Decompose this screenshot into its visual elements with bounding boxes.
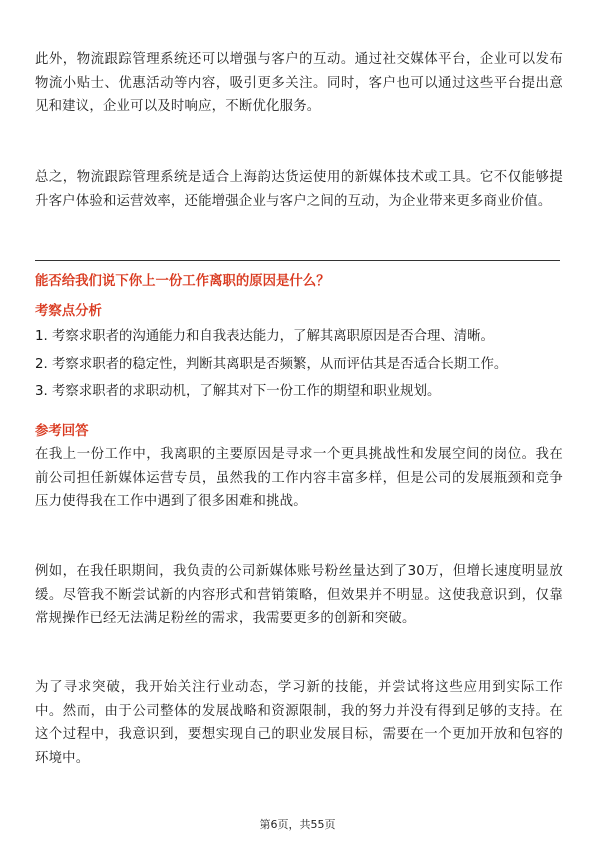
analysis-heading: 考察点分析 (35, 304, 102, 319)
list-item: 3. 考察求职者的求职动机，了解其对下一份工作的期望和职业规划。 (35, 384, 441, 399)
intro-paragraph-2 (35, 166, 563, 213)
answer-heading: 参考回答 (35, 424, 89, 439)
interview-question: 能否给我们说下你上一份工作离职的原因是什么？ (35, 274, 330, 289)
paragraph-text: 为了寻求突破，我开始关注行业动态，学习新的技能，并尝试将这些应用到实际工作中。然而，由于公司整体的发展战略和资源限制，我的努力并没有得到足够的支持。在这个过程中，我意识到，要想实现自己的职业发展目标，需要在一个更加开放和包容的环境中。 (35, 680, 563, 766)
answer-paragraph-2 (35, 560, 563, 631)
paragraph-text: 总之，物流跟踪管理系统是适合上海韵达货运使用的新媒体技术或工具。它不仅能够提升客户体验和运营效率，还能增强企业与客户之间的互动，为企业带来更多商业价值。 (35, 170, 563, 209)
analysis-list (35, 325, 563, 408)
section-divider (35, 260, 560, 261)
answer-paragraph-3 (35, 676, 563, 770)
list-item: 2. 考察求职者的稳定性，判断其离职是否频繁，从而评估其是否适合长期工作。 (35, 356, 508, 372)
paragraph-text: 此外，物流跟踪管理系统还可以增强与客户的互动。通过社交媒体平台，企业可以发布物流小贴士、优惠活动等内容，吸引更多关注。同时，客户也可以通过这些平台提出意见和建议，企业可以及时响应，不断优化服务。 (35, 52, 563, 114)
answer-paragraph-1 (35, 443, 563, 514)
paragraph-text: 例如，在我任职期间，我负责的公司新媒体账号粉丝量达到了30万，但增长速度明显放缓。尽管我不断尝试新的内容形式和营销策略，但效果并不明显。这使我意识到，仅靠常规操作已经无法满足粉丝的需求，我需要更多的创新和突破。 (35, 564, 563, 626)
page-number: 第6页，共55页 (259, 818, 336, 831)
intro-paragraph-1 (35, 48, 563, 119)
list-item: 1. 考察求职者的沟通能力和自我表达能力，了解其离职原因是否合理、清晰。 (35, 329, 494, 344)
paragraph-text: 在我上一份工作中，我离职的主要原因是寻求一个更具挑战性和发展空间的岗位。我在前公司担任新媒体运营专员，虽然我的工作内容丰富多样，但是公司的发展瓶颈和竞争压力使得我在工作中遇到了很多困难和挑战。 (35, 447, 563, 509)
